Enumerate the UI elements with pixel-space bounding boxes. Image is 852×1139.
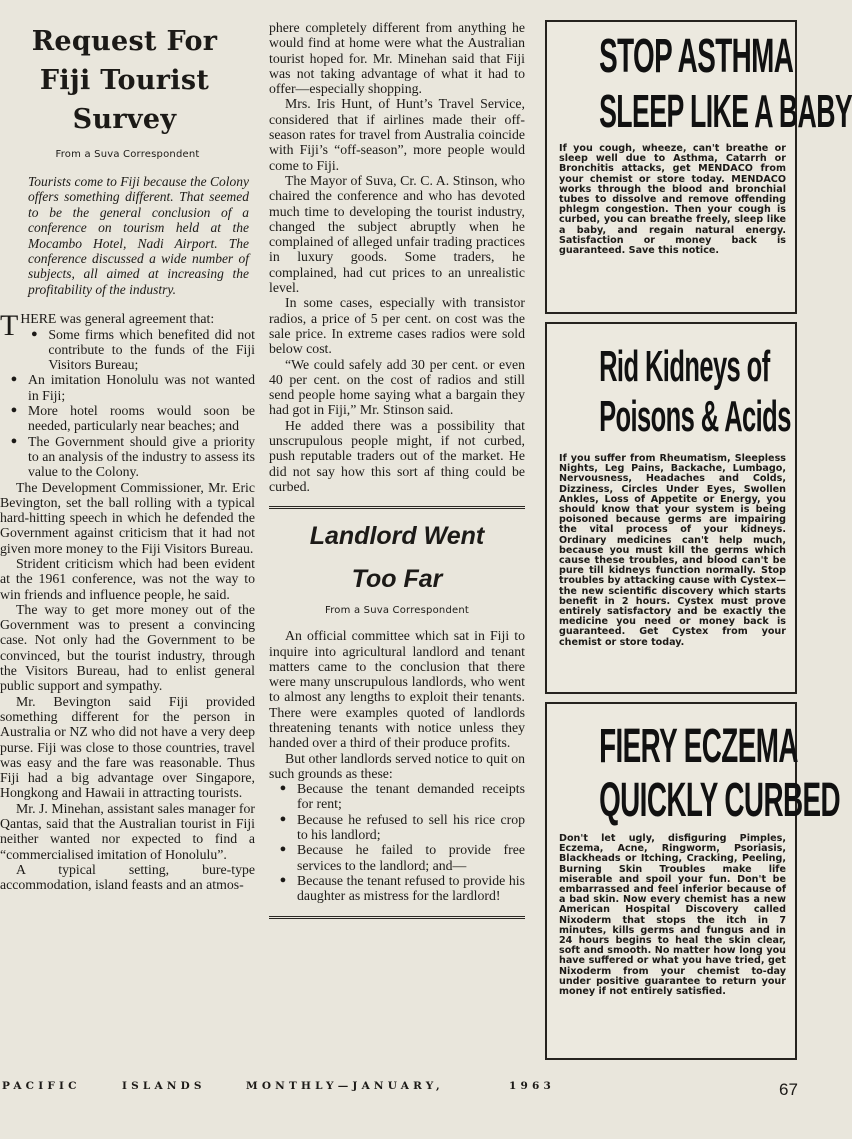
- bullet-item: [20, 327, 255, 373]
- article-headline: [269, 515, 525, 601]
- bullet-icon: ●: [10, 404, 18, 417]
- paragraph: A typical setting, bure-type accommodation, island feasts and an atmos-: [0, 861, 255, 893]
- headline-line: Request For: [31, 26, 218, 57]
- bullet-item: [0, 434, 255, 480]
- bullet-item: [269, 781, 525, 812]
- lead-paragraph: [0, 309, 255, 343]
- bullet-icon: ●: [279, 873, 287, 886]
- article-body: [269, 628, 525, 903]
- article-landlord-went-too-far: [269, 515, 525, 918]
- article-continuation: [269, 20, 525, 494]
- paragraph: An official committee which sat in Fiji to inquire into agricultural landlord and tenant matters came to the conclusion that there were many unscrupulous landlords, who went to almost any lengths to exploit their tenants. There were examples quoted of landlords threatening tenants with notice unless they handed over a third of their produce profits.: [269, 628, 525, 751]
- bullet-icon: ●: [10, 373, 18, 386]
- footer-issue-date: MONTHLY—JANUARY,: [246, 1080, 444, 1092]
- article-headline: [4, 22, 245, 139]
- footer-publication-word: ISLANDS: [122, 1080, 206, 1092]
- paragraph: But other landlords served notice to quit on such grounds as these:: [269, 750, 525, 781]
- ad-headline-line: QUICKLY CURBED: [599, 774, 841, 827]
- paragraph: In some cases, especially with transistor radios, a price of 5 per cent. on cost was the sale price. In extreme cases radios were sold below cost.: [269, 295, 525, 357]
- bullet-icon: ●: [279, 782, 287, 795]
- ad-headline-line: FIERY ECZEMA: [599, 720, 798, 773]
- bullet-icon: ●: [31, 327, 38, 340]
- paragraph: He added there was a possibility that unscrupulous people might, if not curbed, push reputable traders out of the market. He did not say how this sort af thing could be curbed.: [269, 417, 525, 494]
- footer-publication-word: PACIFIC: [2, 1080, 81, 1092]
- paragraph: The way to get more money out of the Government was to present a convincing case. Not only had the Government to be convinced, but the tourist industry, through the Visitors Bureau, had to enlist general public support and sympathy.: [0, 601, 255, 694]
- section-divider: [269, 506, 525, 509]
- ad-body: If you cough, wheeze, can't breathe or sleep well due to Asthma, Catarrh or Bronchitis attacks, get MENDACO from your chemist or store today. MENDACO works through the blood and bronchial tubes to dissolve and remove offending phlegm congestion. Then your cough is curbed, you can breathe freely, sleep like a baby, and regain natural energy. Satisfaction or money back is guaranteed. Save this notice.: [559, 143, 786, 257]
- bullet-text: More hotel rooms would soon be needed, particularly near beaches; and: [28, 403, 255, 434]
- lead-text: HERE was general agreement that:: [20, 311, 215, 327]
- byline: From a Suva Correspondent: [55, 149, 200, 160]
- article-body: [0, 311, 255, 892]
- footer-year: 1963: [509, 1080, 556, 1092]
- bullet-item: [269, 873, 525, 904]
- drop-cap: T: [0, 309, 19, 343]
- bullet-text: Because the tenant refused to provide his daughter as mistress for the lardlord!: [297, 872, 525, 904]
- section-divider: [269, 916, 525, 919]
- headline-line: Survey: [72, 104, 177, 135]
- ad-body: Don't let ugly, disfiguring Pimples, Eczema, Acne, Ringworm, Psoriasis, Blackheads or Itching, Cracking, Peeling, Burning Skin Troubles make life miserable and spoil your fun. Don't be embarrassed and feel inferior because of a bad skin. Now every chemist has a new American Hospital Discovery called Nixoderm that stops the itch in 7 minutes, kills germs and fungus and in 24 hours begins to heal the skin clear, soft and smooth. No matter how long you have suffered or what you have tried, get Nixoderm from your chemist to-day under positive guarantee to return your money if not entirely satisfied.: [559, 833, 786, 998]
- headline-line: Fiji Tourist: [39, 65, 210, 96]
- bullet-item: [0, 372, 255, 403]
- bullet-icon: ●: [279, 843, 287, 856]
- paragraph: The Development Commissioner, Mr. Eric Bevington, set the ball rolling with a typical hard-hitting speech in which he defended the Government against criticism that it had not given more money to the Fiji Visitors Bureau.: [0, 479, 255, 556]
- ad-headline-line: Rid Kidneys of: [599, 342, 770, 391]
- ad-body: If you suffer from Rheumatism, Sleepless Nights, Leg Pains, Backache, Lumbago, Nervousness, Headaches and Colds, Dizziness, Circles Under Eyes, Swollen Ankles, Loss of Appetite or Energy, you should know that your system is being poisoned because germs are impairing the vital process of your kidneys. Ordinary medicines can't help much, because you must kill the germs which cause these troubles, and blood can't be pure till kidneys function normally. Stop troubles by attacking cause with Cystex—the new scientific discovery which starts benefit in 2 hours. Cystex must prove entirely satisfactory and be exactly the medicine you need or money back is guaranteed. Get Cystex from your chemist or store today.: [559, 453, 786, 648]
- bullet-icon: ●: [279, 812, 287, 825]
- ad-headline-line: Poisons & Acids: [599, 392, 791, 441]
- bullet-text: An imitation Honolulu was not wanted in Fiji;: [28, 372, 255, 403]
- bullet-item: [0, 403, 255, 434]
- ad-headline-line: STOP ASTHMA: [599, 30, 794, 83]
- advertisement-nixoderm: [545, 702, 841, 1060]
- bullet-text: Because the tenant demanded receipts for rent;: [297, 781, 525, 812]
- bullet-text: Some firms which benefited did not contribute to the funds of the Fiji Visitors Bureau;: [48, 326, 255, 373]
- advertisement-cystex: [545, 322, 797, 694]
- paragraph: Mrs. Iris Hunt, of Hunt’s Travel Service, considered that if airlines made their off-season rates for travel from Australia coincide with Fiji’s “off-season”, more people would come to Fiji.: [269, 96, 525, 173]
- headline-line: Too Far: [351, 565, 443, 594]
- article-request-for-fiji-tourist-survey: [0, 22, 255, 893]
- bullet-item: [269, 812, 525, 843]
- paragraph: Strident criticism which had been evident at the 1961 conference, was not the way to win friends and influence people, he said.: [0, 556, 255, 602]
- byline: From a Suva Correspondent: [324, 605, 470, 617]
- intro-paragraph: Tourists come to Fiji because the Colony offers something different. That seemed to be the general conclusion of a conference on tourism held at the Mocambo Hotel, Nadi Airport. The conference discussed a wide number of subjects, all aimed at increasing the profitability of the industry.: [28, 174, 249, 297]
- paragraph: phere completely different from anything he would find at home were what the Australian tourist hoped for. Mr. Minehan said that Fiji was not taking advantage of what it had to offer—especially shopping.: [269, 20, 525, 97]
- advertisement-mendaco: [545, 20, 852, 314]
- bullet-text: Because he refused to sell his rice crop to his landlord;: [297, 811, 525, 843]
- headline-line: Landlord Went: [309, 522, 485, 551]
- page-number: 67: [779, 1080, 798, 1099]
- paragraph: Mr. J. Minehan, assistant sales manager for Qantas, said that the Australian tourist in Fiji neither wanted nor expected to find a “commercialised imitation of Honolulu”.: [0, 800, 255, 862]
- paragraph: “We could safely add 30 per cent. or even 40 per cent. on the cost of radios and still send people home saying what a bargain they had got in Fiji,” Mr. Stinson said.: [269, 356, 525, 418]
- bullet-icon: ●: [10, 434, 18, 447]
- bullet-text: The Government should give a priority to an analysis of the industry to assess its value to the Colony.: [28, 433, 255, 480]
- bullet-item: [269, 842, 525, 873]
- paragraph: The Mayor of Suva, Cr. C. A. Stinson, who chaired the conference and who has devoted much time to developing the tourist industry, changed the subject abruptly when he complained of alleged unfair trading practices in luxury goods. Some traders, he complained, had cut prices to an unrealistic level.: [269, 172, 525, 296]
- middle-column: [269, 20, 525, 919]
- bullet-text: Because he failed to provide free services to the landlord; and—: [297, 842, 525, 873]
- page-footer: [0, 1080, 801, 1096]
- paragraph: Mr. Bevington said Fiji provided something different for the person in Australia or NZ who did not have a very deep purse. Fiji was close to those countries, travel was easy and the fare was reasonable. Thus Fiji had a big advantage over Singapore, Hongkong and Hawaii in attracting tourists.: [0, 693, 255, 801]
- ad-headline-line: SLEEP LIKE A BABY: [599, 85, 852, 137]
